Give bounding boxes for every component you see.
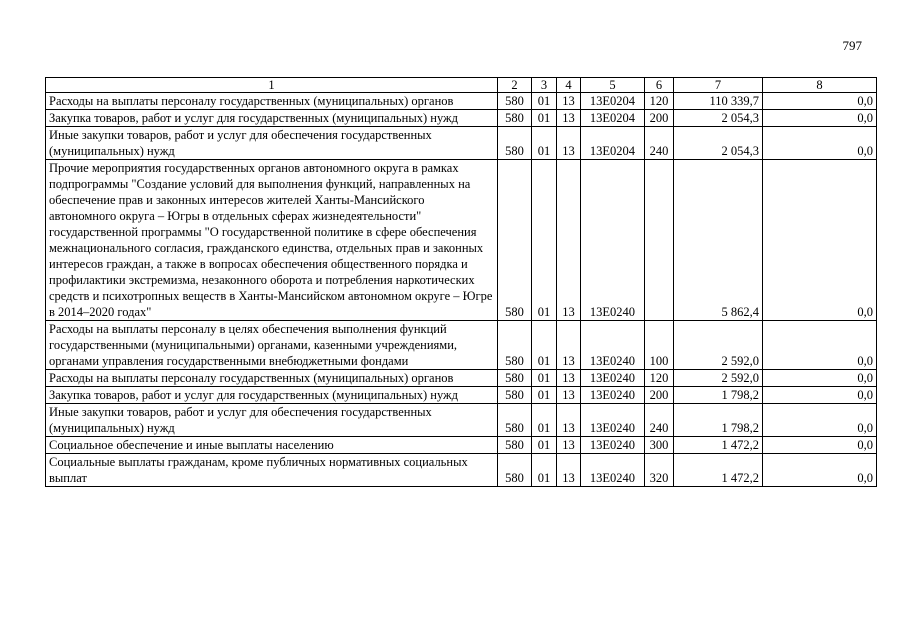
cell-expense-type: 240 <box>645 404 674 437</box>
cell-amount: 2 592,0 <box>674 321 763 370</box>
table-row <box>46 370 877 387</box>
cell-target-item: 13Е0204 <box>581 93 645 110</box>
cell-amount: 1 798,2 <box>674 404 763 437</box>
cell-target-item: 13Е0240 <box>581 437 645 454</box>
column-header: 3 <box>532 78 557 93</box>
cell-subsection: 13 <box>557 454 581 487</box>
row-description: Иные закупки товаров, работ и услуг для обеспечения государственных (муниципальных) нужд <box>46 127 498 160</box>
cell-expense-type: 200 <box>645 387 674 404</box>
cell-target-item: 13Е0204 <box>581 127 645 160</box>
cell-amount-extra: 0,0 <box>763 93 877 110</box>
table-row <box>46 321 877 370</box>
cell-expense-type: 320 <box>645 454 674 487</box>
cell-section: 01 <box>532 370 557 387</box>
column-header: 7 <box>674 78 763 93</box>
row-description: Социальное обеспечение и иные выплаты населению <box>46 437 498 454</box>
column-header: 4 <box>557 78 581 93</box>
cell-expense-type <box>645 160 674 321</box>
table-row <box>46 160 877 321</box>
cell-amount-extra: 0,0 <box>763 160 877 321</box>
cell-amount-extra: 0,0 <box>763 437 877 454</box>
cell-code: 580 <box>498 370 532 387</box>
cell-section: 01 <box>532 110 557 127</box>
budget-table <box>45 77 877 487</box>
cell-amount-extra: 0,0 <box>763 454 877 487</box>
table-row <box>46 437 877 454</box>
cell-target-item: 13Е0240 <box>581 404 645 437</box>
cell-code: 580 <box>498 127 532 160</box>
cell-section: 01 <box>532 160 557 321</box>
cell-amount: 2 054,3 <box>674 127 763 160</box>
cell-expense-type: 120 <box>645 370 674 387</box>
column-header: 2 <box>498 78 532 93</box>
page-number: 797 <box>842 38 862 53</box>
cell-subsection: 13 <box>557 160 581 321</box>
row-description: Социальные выплаты гражданам, кроме публичных нормативных социальных выплат <box>46 454 498 487</box>
cell-target-item: 13Е0240 <box>581 454 645 487</box>
cell-amount-extra: 0,0 <box>763 110 877 127</box>
cell-subsection: 13 <box>557 437 581 454</box>
cell-amount-extra: 0,0 <box>763 404 877 437</box>
column-header: 1 <box>46 78 498 93</box>
cell-section: 01 <box>532 437 557 454</box>
cell-section: 01 <box>532 93 557 110</box>
cell-code: 580 <box>498 454 532 487</box>
cell-amount: 110 339,7 <box>674 93 763 110</box>
row-description: Закупка товаров, работ и услуг для государственных (муниципальных) нужд <box>46 387 498 404</box>
cell-subsection: 13 <box>557 110 581 127</box>
cell-amount: 2 054,3 <box>674 110 763 127</box>
row-description: Прочие мероприятия государственных органов автономного округа в рамках подпрограммы "Создание условий для выполнения функций, направленных на обеспечение прав и законных интересов жителей Ханты-Мансийского автономного округа – Югры в отдельных сферах жизнедеятельности" государственной программы "О государственной политике в сфере обеспечения межнационального согласия, гражданского единства, отдельных прав и законных интересов граждан, а также в вопросах обеспечения общественного порядка и профилактики экстремизма, незаконного оборота и потребления наркотических средств и психотропных веществ в Ханты-Мансийском автономном округе – Югре в 2014–2020 годах" <box>46 160 498 321</box>
cell-subsection: 13 <box>557 321 581 370</box>
cell-code: 580 <box>498 404 532 437</box>
column-header: 5 <box>581 78 645 93</box>
cell-section: 01 <box>532 454 557 487</box>
cell-section: 01 <box>532 321 557 370</box>
cell-subsection: 13 <box>557 370 581 387</box>
cell-expense-type: 300 <box>645 437 674 454</box>
cell-target-item: 13Е0240 <box>581 321 645 370</box>
table-body <box>46 93 877 487</box>
cell-amount: 1 798,2 <box>674 387 763 404</box>
table-row <box>46 110 877 127</box>
column-header: 6 <box>645 78 674 93</box>
cell-section: 01 <box>532 387 557 404</box>
table-row <box>46 127 877 160</box>
cell-code: 580 <box>498 93 532 110</box>
cell-amount-extra: 0,0 <box>763 321 877 370</box>
row-description: Расходы на выплаты персоналу в целях обеспечения выполнения функций государственными (муниципальными) органами, казенными учреждениями, органами управления государственными внебюджетными фондами <box>46 321 498 370</box>
table-row <box>46 454 877 487</box>
cell-expense-type: 240 <box>645 127 674 160</box>
table-row <box>46 93 877 110</box>
cell-target-item: 13Е0240 <box>581 370 645 387</box>
cell-amount: 5 862,4 <box>674 160 763 321</box>
cell-amount: 2 592,0 <box>674 370 763 387</box>
cell-code: 580 <box>498 321 532 370</box>
cell-subsection: 13 <box>557 404 581 437</box>
cell-subsection: 13 <box>557 387 581 404</box>
cell-target-item: 13Е0240 <box>581 160 645 321</box>
cell-amount-extra: 0,0 <box>763 127 877 160</box>
cell-section: 01 <box>532 404 557 437</box>
row-description: Расходы на выплаты персоналу государственных (муниципальных) органов <box>46 93 498 110</box>
cell-subsection: 13 <box>557 93 581 110</box>
cell-expense-type: 200 <box>645 110 674 127</box>
cell-amount: 1 472,2 <box>674 437 763 454</box>
cell-subsection: 13 <box>557 127 581 160</box>
row-description: Иные закупки товаров, работ и услуг для обеспечения государственных (муниципальных) нужд <box>46 404 498 437</box>
cell-expense-type: 100 <box>645 321 674 370</box>
cell-target-item: 13Е0240 <box>581 387 645 404</box>
column-header: 8 <box>763 78 877 93</box>
cell-section: 01 <box>532 127 557 160</box>
table-header-row <box>46 78 877 93</box>
cell-amount-extra: 0,0 <box>763 387 877 404</box>
row-description: Расходы на выплаты персоналу государственных (муниципальных) органов <box>46 370 498 387</box>
cell-code: 580 <box>498 437 532 454</box>
cell-code: 580 <box>498 160 532 321</box>
cell-code: 580 <box>498 110 532 127</box>
row-description: Закупка товаров, работ и услуг для государственных (муниципальных) нужд <box>46 110 498 127</box>
cell-target-item: 13Е0204 <box>581 110 645 127</box>
table-row <box>46 387 877 404</box>
cell-amount-extra: 0,0 <box>763 370 877 387</box>
cell-expense-type: 120 <box>645 93 674 110</box>
table-row <box>46 404 877 437</box>
cell-amount: 1 472,2 <box>674 454 763 487</box>
cell-code: 580 <box>498 387 532 404</box>
